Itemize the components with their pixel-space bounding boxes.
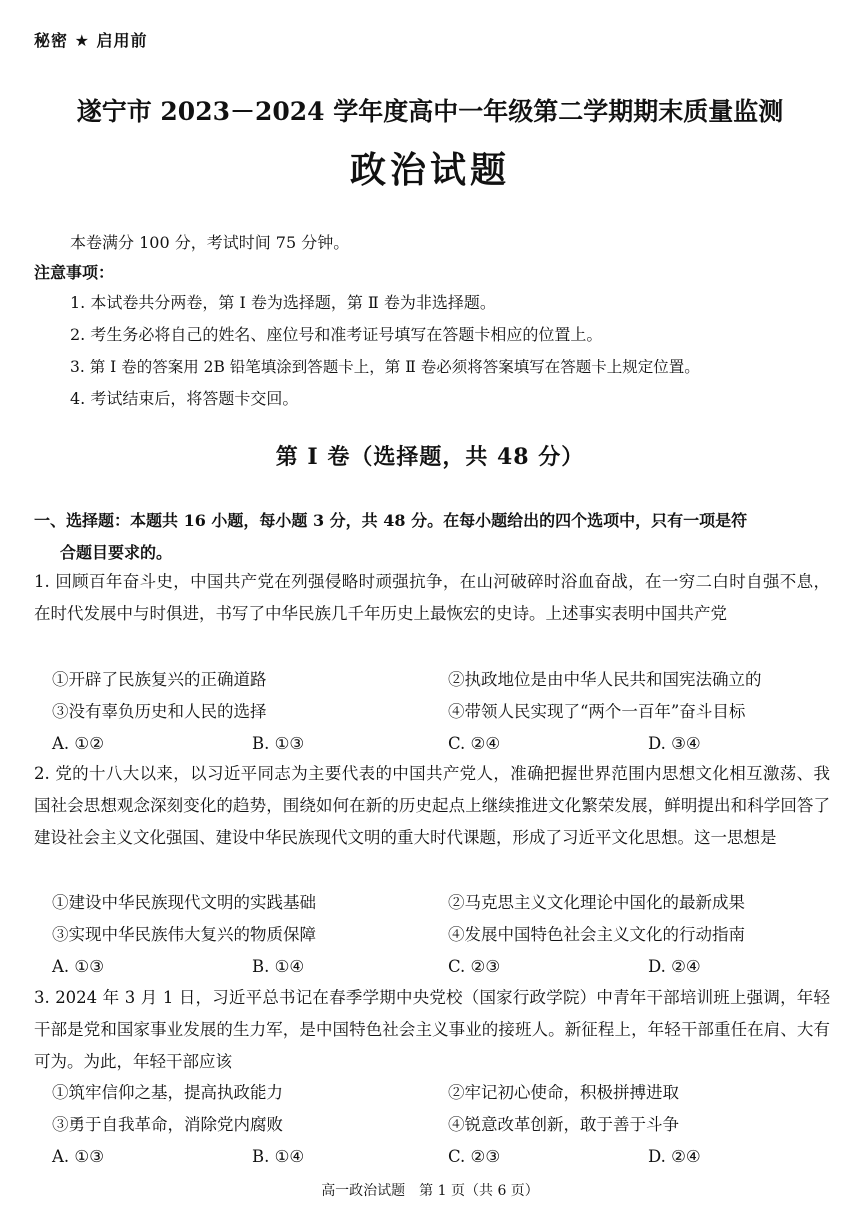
notes-heading: 注意事项： — [34, 263, 115, 282]
instruction-line: 一、选择题：本题共 16 小题，每小题 3 分，共 48 分。在每小题给出的四个选项中，只有一项是符 — [34, 511, 748, 530]
answer-choice: A. ①② — [52, 734, 104, 753]
answer-choice: D. ③④ — [648, 734, 701, 753]
answer-choice: A. ①③ — [52, 1147, 104, 1166]
answer-choice: C. ②③ — [448, 1147, 501, 1166]
answer-choice: B. ①③ — [252, 734, 305, 753]
answer-choice: C. ②③ — [448, 957, 501, 976]
answer-choice: D. ②④ — [648, 957, 701, 976]
question-item: ④带领人民实现了“两个一百年”奋斗目标 — [448, 702, 746, 721]
confidential-label: 秘密 ★ 启用前 — [34, 31, 148, 50]
question-item: ②执政地位是由中华人民共和国宪法确立的 — [448, 670, 762, 689]
question-item: ②牢记初心使命，积极拼搏进取 — [448, 1083, 679, 1102]
answer-choice: A. ①③ — [52, 957, 104, 976]
question-item: ③没有辜负历史和人民的选择 — [52, 702, 267, 721]
exam-intro: 本卷满分 100 分，考试时间 75 分钟。 — [70, 233, 350, 252]
question-item: ①筑牢信仰之基，提高执政能力 — [52, 1083, 283, 1102]
notes-item: 3. 第 Ⅰ 卷的答案用 2B 铅笔填涂到答题卡上，第 Ⅱ 卷必须将答案填写在答题卡上规定位置。 — [70, 358, 700, 376]
answer-choice: B. ①④ — [252, 1147, 305, 1166]
answer-choice: C. ②④ — [448, 734, 501, 753]
question-item: ③勇于自我革命，消除党内腐败 — [52, 1115, 283, 1134]
question-item: ③实现中华民族伟大复兴的物质保障 — [52, 925, 316, 944]
exam-subject-title: 政治试题 — [349, 149, 510, 191]
question-stem: 2. 党的十八大以来，以习近平同志为主要代表的中国共产党人，准确把握世界范围内思想文化相互激荡、我国社会思想观念深刻变化的趋势，围绕如何在新的历史起点上继续推进文化繁荣发展，鲜明提出和科学回答了建设社会主义文化强国、建设中华民族现代文明的重大时代课题，形成了习近平文化思想。这一思想是 — [34, 764, 830, 847]
notes-item: 4. 考试结束后，将答题卡交回。 — [70, 389, 299, 408]
page-footer: 高一政治试题 第 1 页（共 6 页） — [321, 1183, 539, 1199]
answer-choice: B. ①④ — [252, 957, 305, 976]
notes-item: 1. 本试卷共分两卷，第 Ⅰ 卷为选择题，第 Ⅱ 卷为非选择题。 — [70, 293, 496, 312]
section-title: 第 Ⅰ 卷（选择题，共 48 分） — [275, 444, 585, 470]
question-stem: 3. 2024 年 3 月 1 日，习近平总书记在春季学期中央党校（国家行政学院）中青年干部培训班上强调，年轻干部是党和国家事业发展的生力军，是中国特色社会主义事业的接班人。新征程上，年轻干部重任在肩、大有可为。为此，年轻干部应该 — [34, 988, 830, 1071]
question-item: ④锐意改革创新，敢于善于斗争 — [448, 1115, 679, 1134]
instruction-line: 合题目要求的。 — [60, 543, 173, 562]
question-item: ①建设中华民族现代文明的实践基础 — [52, 893, 316, 912]
notes-item: 2. 考生务必将自己的姓名、座位号和准考证号填写在答题卡相应的位置上。 — [70, 325, 603, 344]
question-stem: 1. 回顾百年奋斗史，中国共产党在列强侵略时顽强抗争，在山河破碎时浴血奋战，在一穷二白时自强不息，在时代发展中与时俱进，书写了中华民族几千年历史上最恢宏的史诗。上述事实表明中国共产党 — [34, 572, 830, 623]
question-item: ④发展中国特色社会主义文化的行动指南 — [448, 925, 745, 944]
exam-title: 遂宁市 2023－2024 学年度高中一年级第二学期期末质量监测 — [76, 97, 784, 126]
answer-choice: D. ②④ — [648, 1147, 701, 1166]
question-item: ①开辟了民族复兴的正确道路 — [52, 670, 267, 689]
question-item: ②马克思主义文化理论中国化的最新成果 — [448, 893, 745, 912]
